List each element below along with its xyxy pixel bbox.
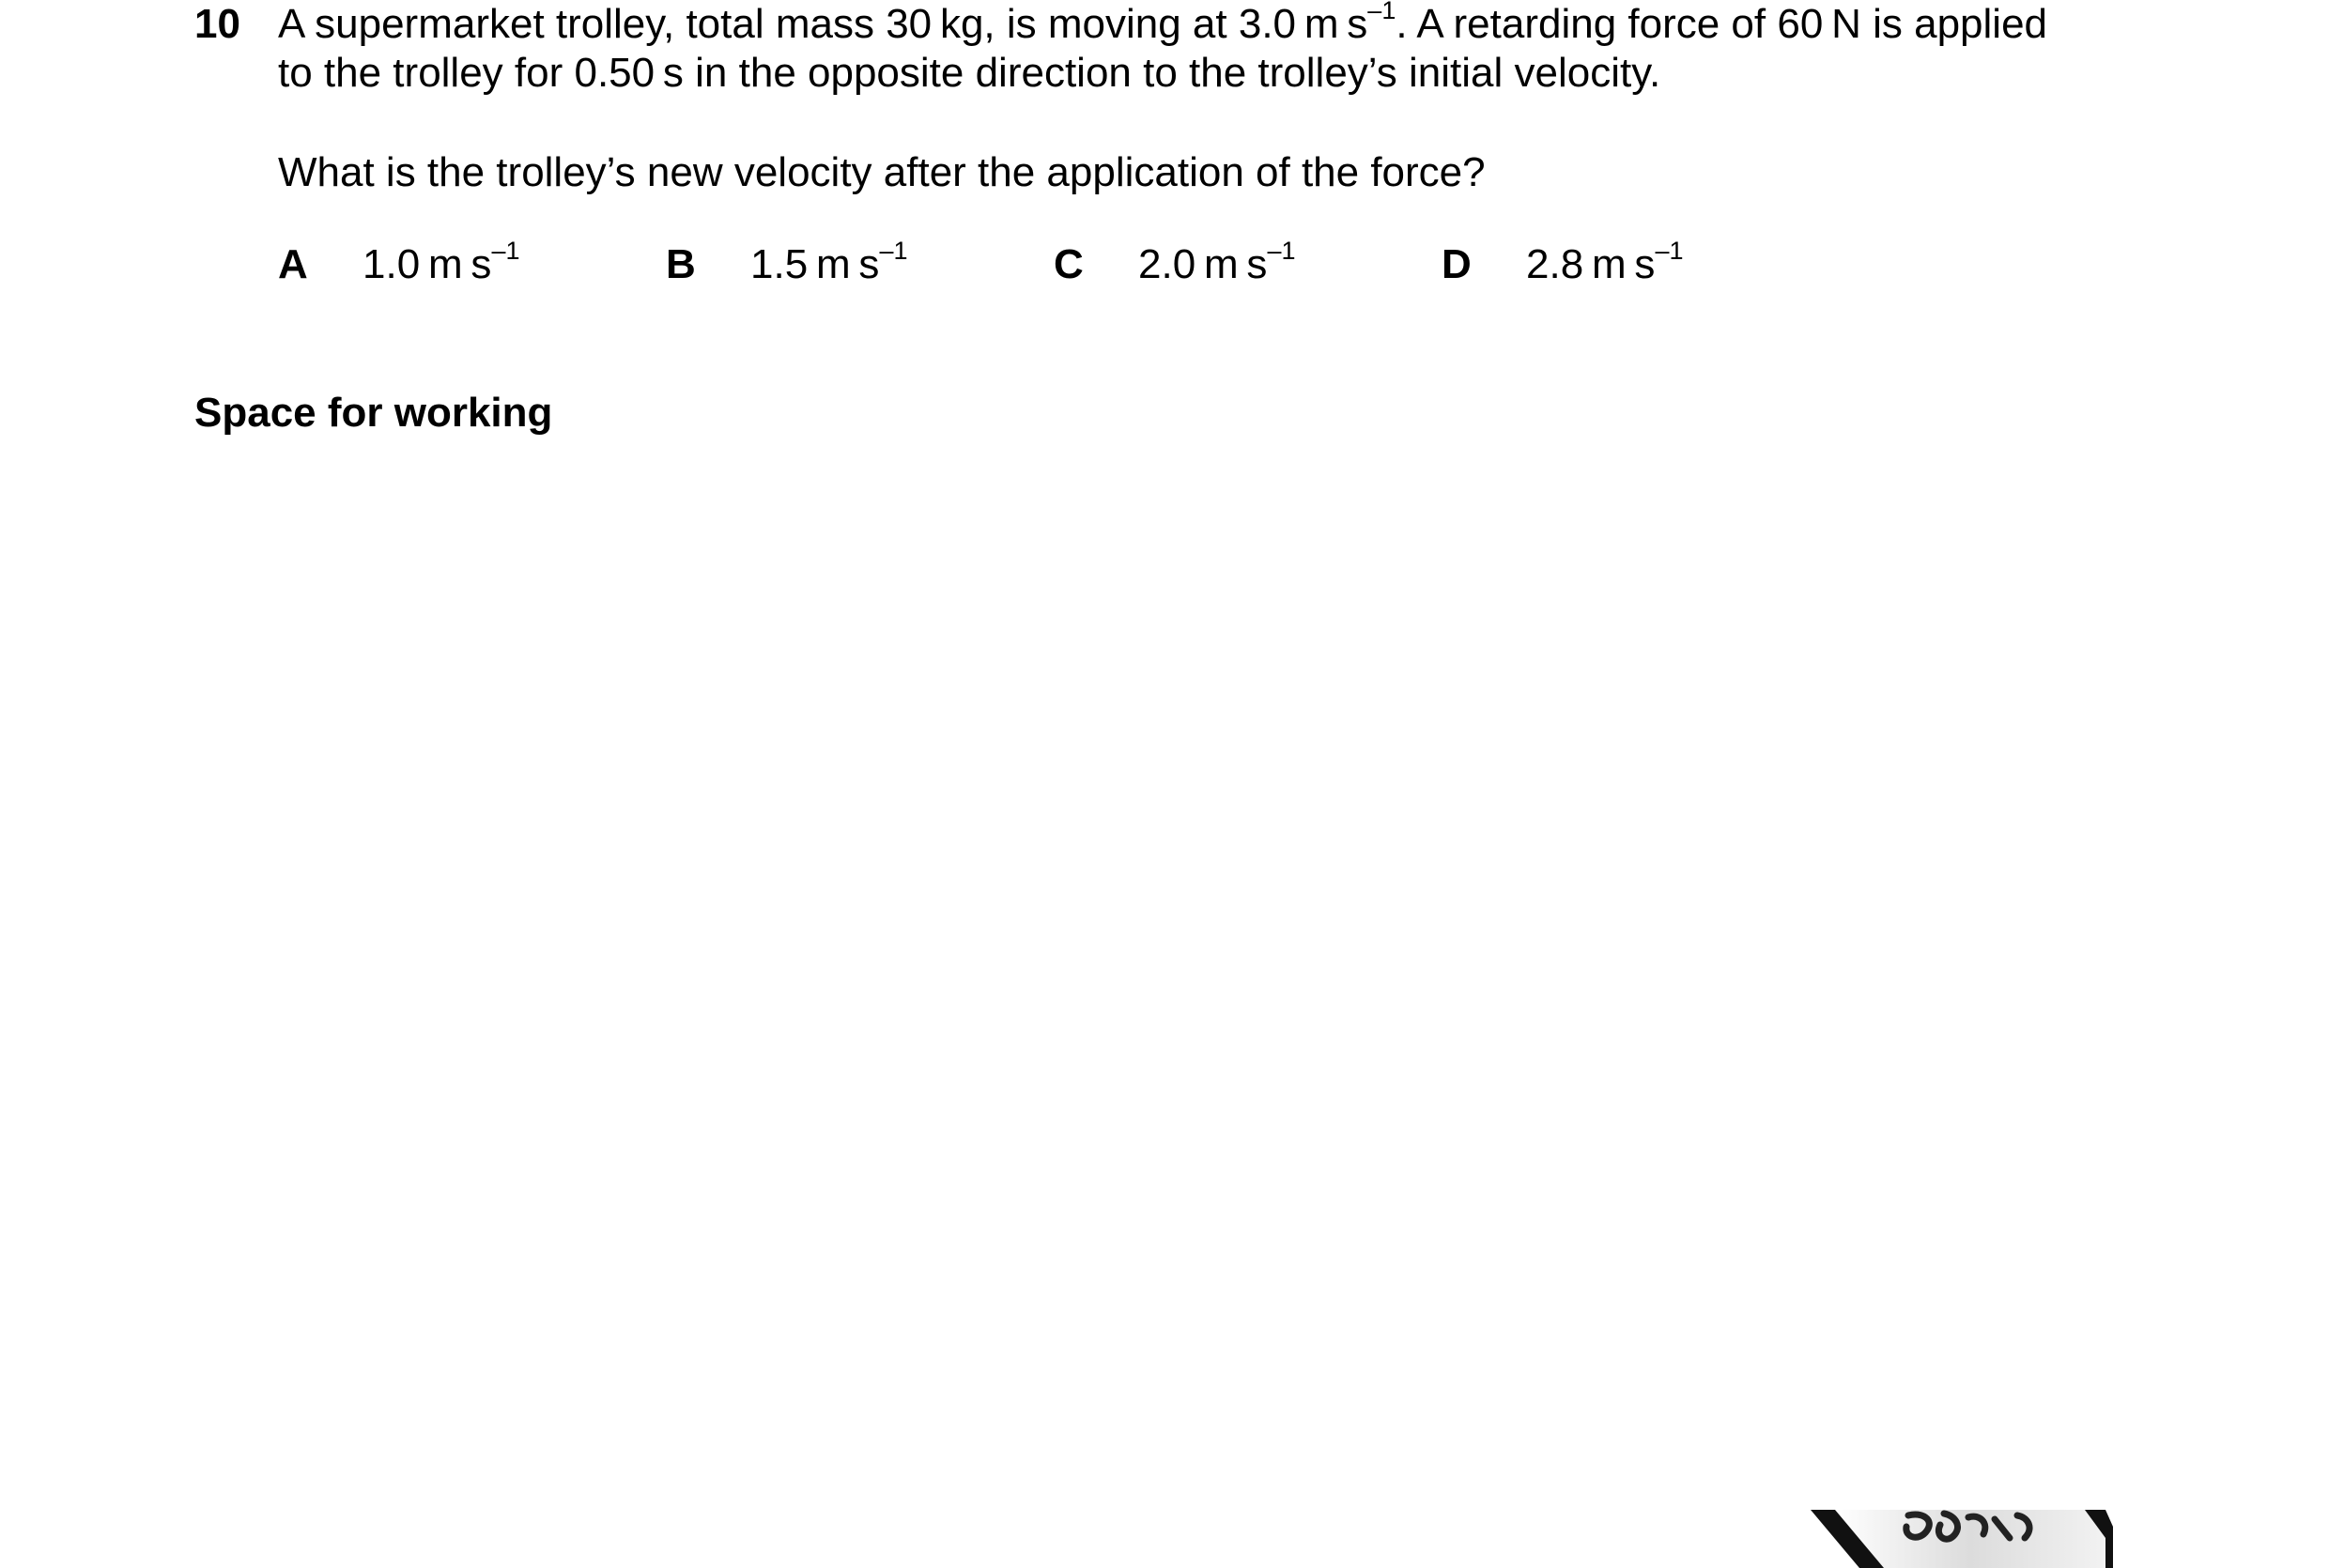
working-space-label: Space for working [194, 390, 553, 436]
stem-line-1-end: . A retarding force of 60 N is applied [1396, 1, 2048, 47]
corner-stamp-graphic [1803, 1510, 2113, 1568]
option-b-value: 1.5 m s [750, 241, 880, 287]
question-stem-line-1 [278, 0, 2269, 49]
question-stem [278, 0, 2269, 98]
option-a-value: 1.0 m s [362, 241, 492, 287]
question-stem-line-2: to the trolley for 0.50 s in the opposite direction to the trolley’s initial velocity. [278, 50, 1661, 96]
option-d[interactable] [1442, 237, 1684, 289]
option-b-letter: B [666, 241, 696, 287]
option-c-exponent: –1 [1267, 237, 1296, 266]
option-c[interactable] [1054, 237, 1296, 289]
stem-line-1-exponent: –1 [1367, 0, 1396, 25]
option-a[interactable] [278, 237, 520, 289]
question-number: 10 [194, 1, 240, 47]
option-c-letter: C [1054, 241, 1084, 287]
option-a-exponent: –1 [491, 237, 520, 266]
corner-stamp-icon [1803, 1510, 2113, 1568]
option-b[interactable] [666, 237, 908, 289]
question-prompt: What is the trolley’s new velocity after the application of the force? [278, 149, 1486, 195]
stem-line-1-start: A supermarket trolley, total mass 30 kg, is moving at 3.0 m s [278, 1, 1368, 47]
option-d-value: 2.8 m s [1526, 241, 1656, 287]
option-b-exponent: –1 [879, 237, 908, 266]
option-d-letter: D [1442, 241, 1472, 287]
option-d-exponent: –1 [1655, 237, 1684, 266]
option-a-letter: A [278, 241, 308, 287]
option-c-value: 2.0 m s [1138, 241, 1268, 287]
